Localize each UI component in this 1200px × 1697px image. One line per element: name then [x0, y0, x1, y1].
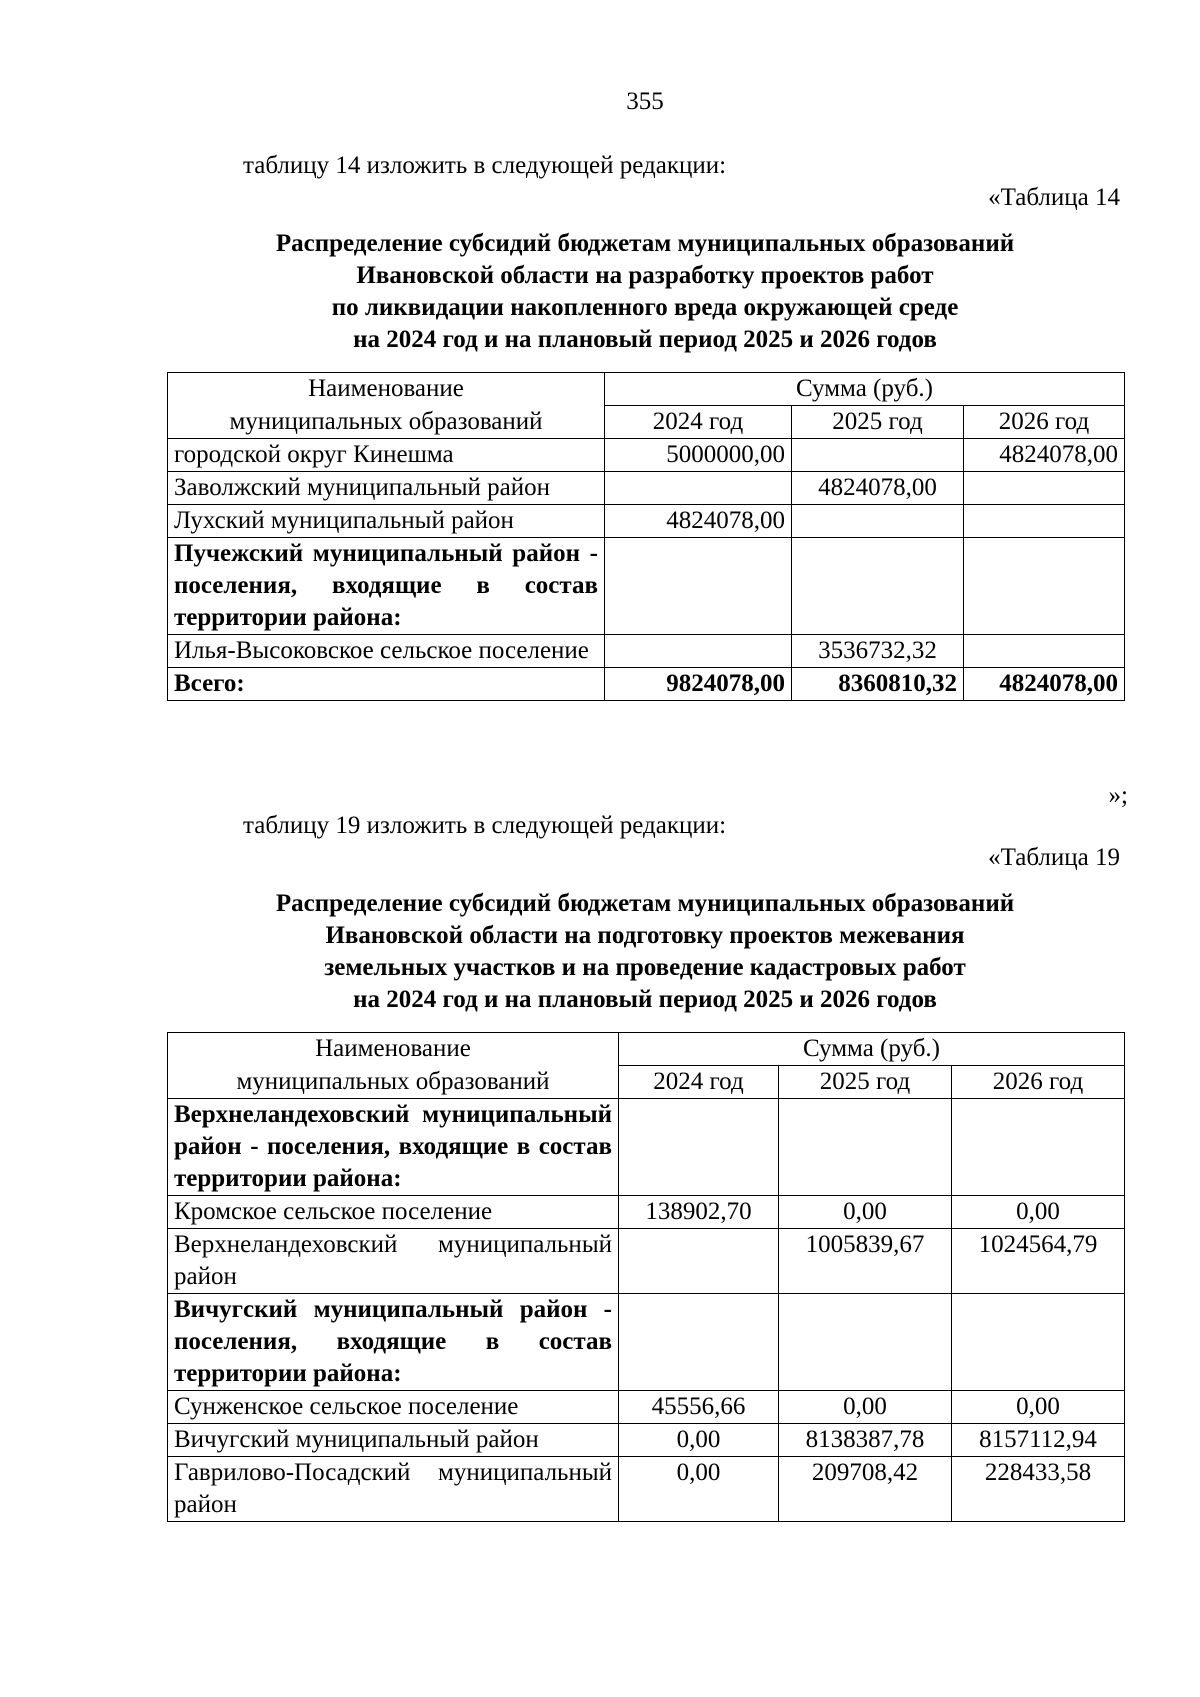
table19-heading — [0, 888, 1200, 1016]
row-2026 — [964, 505, 1125, 538]
table19-heading-line: Ивановской области на подготовку проектов межевания — [325, 922, 965, 949]
table19-heading-line: земельных участков и на проведение кадастровых работ — [324, 954, 966, 981]
table14-closing-quote: »; — [1108, 782, 1128, 809]
total-2025: 8360810,32 — [792, 668, 964, 701]
header-2024: 2024 год — [619, 1066, 779, 1099]
table-row — [168, 1424, 1125, 1457]
row-2026: 0,00 — [952, 1196, 1125, 1229]
table19 — [167, 1032, 1125, 1522]
row-2026: 4824078,00 — [964, 439, 1125, 472]
header-sum: Сумма (руб.) — [605, 373, 1125, 406]
table19-label: «Таблица 19 — [988, 844, 1120, 871]
row-2024 — [619, 1294, 779, 1391]
header-name-bottom: муниципальных образований — [168, 406, 605, 439]
table14-heading-line: Распределение субсидий бюджетам муниципальных образований — [275, 230, 1015, 257]
row-2024: 5000000,00 — [605, 439, 792, 472]
row-2024 — [605, 472, 792, 505]
table-row — [168, 1457, 1125, 1522]
table19-heading-line: на 2024 год и на плановый период 2025 и 2026 годов — [353, 986, 937, 1013]
table14-label: «Таблица 14 — [988, 184, 1120, 211]
row-name: Заволжский муниципальный район — [168, 472, 605, 505]
row-2026: 228433,58 — [952, 1457, 1125, 1522]
row-name: городской округ Кинешма — [168, 439, 605, 472]
header-name-bottom: муниципальных образований — [168, 1066, 619, 1099]
row-name: Вичугский муниципальный район — [168, 1424, 619, 1457]
table-row — [168, 1099, 1125, 1196]
row-2024 — [605, 538, 792, 635]
table14-heading-line: по ликвидации накопленного вреда окружающей среде — [331, 294, 959, 321]
row-name: Верхнеландеховский муниципальный район - поселения, входящие в состав территории района: — [168, 1099, 619, 1196]
table-total-row — [168, 668, 1125, 701]
total-label: Всего: — [168, 668, 605, 701]
row-2025: 4824078,00 — [792, 472, 964, 505]
row-2025: 0,00 — [779, 1391, 952, 1424]
row-2024: 45556,66 — [619, 1391, 779, 1424]
row-2024 — [619, 1229, 779, 1294]
table-row — [168, 472, 1125, 505]
header-2025: 2025 год — [792, 406, 964, 439]
row-name: Илья-Высоковское сельское поселение — [168, 635, 605, 668]
row-name: Лухский муниципальный район — [168, 505, 605, 538]
row-2024 — [605, 635, 792, 668]
table14-heading — [0, 228, 1200, 356]
table14 — [167, 372, 1125, 701]
row-name: Сунженское сельское поселение — [168, 1391, 619, 1424]
row-2024: 4824078,00 — [605, 505, 792, 538]
row-2024: 0,00 — [619, 1424, 779, 1457]
row-name: Верхнеландеховский муниципальный район — [168, 1229, 619, 1294]
row-2024: 138902,70 — [619, 1196, 779, 1229]
row-name: Вичугский муниципальный район - поселения, входящие в состав территории района: — [168, 1294, 619, 1391]
header-2024: 2024 год — [605, 406, 792, 439]
row-2025: 3536732,32 — [792, 635, 964, 668]
row-name: Гаврилово-Посадский муниципальный район — [168, 1457, 619, 1522]
total-2024: 9824078,00 — [605, 668, 792, 701]
row-2025 — [779, 1294, 952, 1391]
header-sum: Сумма (руб.) — [619, 1033, 1125, 1066]
table-row — [168, 439, 1125, 472]
row-2025 — [792, 505, 964, 538]
row-2026 — [952, 1294, 1125, 1391]
table19-heading-line: Распределение субсидий бюджетам муниципальных образований — [275, 890, 1015, 917]
row-2026: 8157112,94 — [952, 1424, 1125, 1457]
row-2025: 8138387,78 — [779, 1424, 952, 1457]
header-name-top: Наименование — [168, 1033, 619, 1066]
table-row — [168, 1391, 1125, 1424]
row-2026: 0,00 — [952, 1391, 1125, 1424]
row-2026 — [964, 635, 1125, 668]
table-row — [168, 1229, 1125, 1294]
row-2024: 0,00 — [619, 1457, 779, 1522]
table-row — [168, 1196, 1125, 1229]
row-2025 — [792, 439, 964, 472]
table-header-row — [168, 1033, 1125, 1066]
table14-heading-line: Ивановской области на разработку проектов работ — [356, 262, 934, 289]
header-2026: 2026 год — [964, 406, 1125, 439]
row-2025: 209708,42 — [779, 1457, 952, 1522]
row-2025: 1005839,67 — [779, 1229, 952, 1294]
table-header-row — [168, 373, 1125, 406]
table-header-row — [168, 406, 1125, 439]
header-2026: 2026 год — [952, 1066, 1125, 1099]
row-name: Пучежский муниципальный район - поселения, входящие в состав территории района: — [168, 538, 605, 635]
table-row — [168, 505, 1125, 538]
row-2025: 0,00 — [779, 1196, 952, 1229]
row-2025 — [792, 538, 964, 635]
row-name: Кромское сельское поселение — [168, 1196, 619, 1229]
page-number: 355 — [626, 88, 664, 115]
row-2026 — [964, 538, 1125, 635]
table-row — [168, 635, 1125, 668]
total-2026: 4824078,00 — [964, 668, 1125, 701]
row-2025 — [779, 1099, 952, 1196]
table-header-row — [168, 1066, 1125, 1099]
header-name-top: Наименование — [168, 373, 605, 406]
table-row — [168, 538, 1125, 635]
row-2026 — [952, 1099, 1125, 1196]
section1-intro: таблицу 14 изложить в следующей редакции: — [243, 152, 727, 179]
row-2026 — [964, 472, 1125, 505]
header-2025: 2025 год — [779, 1066, 952, 1099]
row-2024 — [619, 1099, 779, 1196]
section2-intro: таблицу 19 изложить в следующей редакции: — [243, 812, 727, 839]
row-2026: 1024564,79 — [952, 1229, 1125, 1294]
table14-heading-line: на 2024 год и на плановый период 2025 и 2026 годов — [353, 326, 937, 353]
table-row — [168, 1294, 1125, 1391]
